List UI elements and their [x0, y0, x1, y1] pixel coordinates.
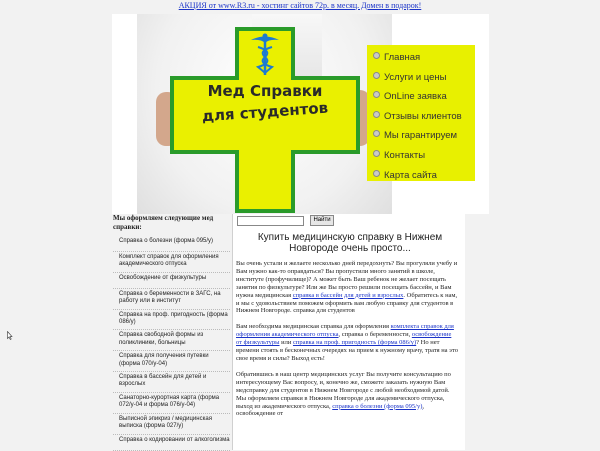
main-content [232, 214, 465, 450]
nav-item-reviews[interactable] [373, 107, 475, 127]
bullet-icon [373, 130, 380, 137]
bullet-icon [373, 170, 380, 177]
main-nav-menu [367, 45, 475, 181]
nav-item-home[interactable] [373, 48, 475, 68]
nav-item-label: Карта сайта [384, 169, 437, 181]
banner-title-line2: для студентов [201, 98, 329, 126]
sidebar-item[interactable]: Справка о болезни (форма 095/у) [113, 236, 230, 252]
banner-title-line1: Мед Справки [207, 82, 323, 100]
sidebar-item[interactable]: Выписной эпикриз / медицинская выписка (форма 027/у) [113, 414, 230, 435]
paragraph [236, 323, 458, 363]
banner-logo-text [190, 82, 340, 126]
pool-certificate-link[interactable]: справка в бассейн для детей и взрослых [292, 291, 404, 299]
nav-item-label: Контакты [384, 149, 426, 161]
header-banner [112, 14, 489, 214]
sidebar-item[interactable]: Справка на проф. пригодность (форма 086/у) [113, 310, 230, 331]
sidebar-item[interactable]: Справка о кодировании от алкоголизма [113, 435, 230, 451]
sidebar-item[interactable]: Справка для получения путевки (форма 070/у-04) [113, 351, 230, 372]
nav-item-label: Мы гарантируем [384, 130, 458, 142]
sidebar-title: Мы оформляем следующие мед справки: [113, 214, 214, 231]
sidebar-item[interactable]: Справка о беременности в ЗАГС, на работу или в институт [113, 289, 230, 310]
paragraph-text: , освобождение от [236, 402, 424, 418]
bullet-icon [373, 52, 380, 59]
article-body [236, 260, 458, 426]
paragraph-text: Обратившись в наш центр медицинских услуг Вы получите консультацию по интересующему Вас вопросу, и, конечно же, сможете заказать нужную Вам медсправку для студентов в Нижнем Новгороде с любой необходимой датой. Мы оформляем справки в Нижнем Новгороде для академического отпуска, выход из академического отпуска, [236, 370, 451, 410]
nav-item-label: OnLine заявка [384, 91, 447, 103]
sidebar-item[interactable]: Освобождение от физкультуры [113, 273, 230, 289]
paragraph-text: Вам необходима медицинская справка для оформления [236, 323, 391, 331]
academic-leave-link[interactable]: комплекта справок для оформления академического отпуска [236, 323, 454, 339]
fitness-certificate-link[interactable]: справка на проф. пригодность (форма 086/у) [292, 339, 417, 347]
paragraph-text: или [279, 339, 293, 347]
bullet-icon [373, 72, 380, 79]
nav-item-label: Отзывы клиентов [384, 110, 462, 122]
sidebar-item[interactable]: Санаторно-курортная карта (форма 072/у-04 и форма 076/у-04) [113, 393, 230, 414]
sidebar-item[interactable]: Справка свободной формы из поликлиники, больницы [113, 330, 230, 351]
paragraph [236, 371, 458, 418]
top-ad-link[interactable]: АКЦИЯ от www.R3.ru - хостинг сайтов 72р. в месяц. Домен в подарок! [178, 1, 422, 10]
paragraph-text: ? Но нет времени стоять в бесконечных очередях на прием к нужному врачу, тратя на это свое время и силы? Выход есть! [236, 339, 458, 362]
sidebar-item[interactable]: Справка в бассейн для детей и взрослых [113, 372, 230, 393]
paragraph-text: Вы очень устали и желаете несколько дней передохнуть? Вы прогуляли учебу и Вам нужно как-то оправдаться? Вы пропустили много занятий в школе, институте (профучилище)? А может быть Ваш ребенок не желает посещать занятия по физкультуре? Или же Вы просто решили посещать бассейн, и Вам нужна медицинская [236, 260, 458, 299]
nav-item-online-order[interactable] [373, 87, 475, 107]
nav-item-label: Услуги и цены [384, 71, 447, 83]
pe-exemption-link[interactable]: освобождение от физкультуры [236, 331, 452, 347]
paragraph-text: . Обратитесь к нам, и мы с удовольствием поможем оформить вам любую справку для студентов в Нижнем Новгороде. справка для студентов [236, 291, 458, 315]
search-input[interactable] [237, 216, 304, 226]
caduceus-icon [247, 31, 283, 77]
sick-note-link[interactable]: справка о болезни (форма 095/у) [332, 402, 423, 410]
sidebar-item[interactable]: Комплект справок для оформления академического отпуска [113, 252, 230, 273]
nav-item-guarantee[interactable] [373, 126, 475, 146]
mouse-cursor-icon [7, 331, 13, 340]
search-button[interactable]: Найти [310, 215, 334, 226]
bullet-icon [373, 91, 380, 98]
nav-item-sitemap[interactable] [373, 166, 475, 186]
bullet-icon [373, 150, 380, 157]
nav-item-contacts[interactable] [373, 146, 475, 166]
paragraph-text: , справка о беременности, [338, 331, 412, 339]
bullet-icon [373, 111, 380, 118]
paragraph [236, 260, 458, 315]
page-title: Купить медицинскую справку в Нижнем Новгороде очень просто... [257, 232, 443, 254]
top-ad-banner [0, 0, 600, 12]
nav-item-label: Главная [384, 52, 421, 63]
nav-item-services[interactable] [373, 68, 475, 88]
sidebar-list [113, 236, 230, 451]
